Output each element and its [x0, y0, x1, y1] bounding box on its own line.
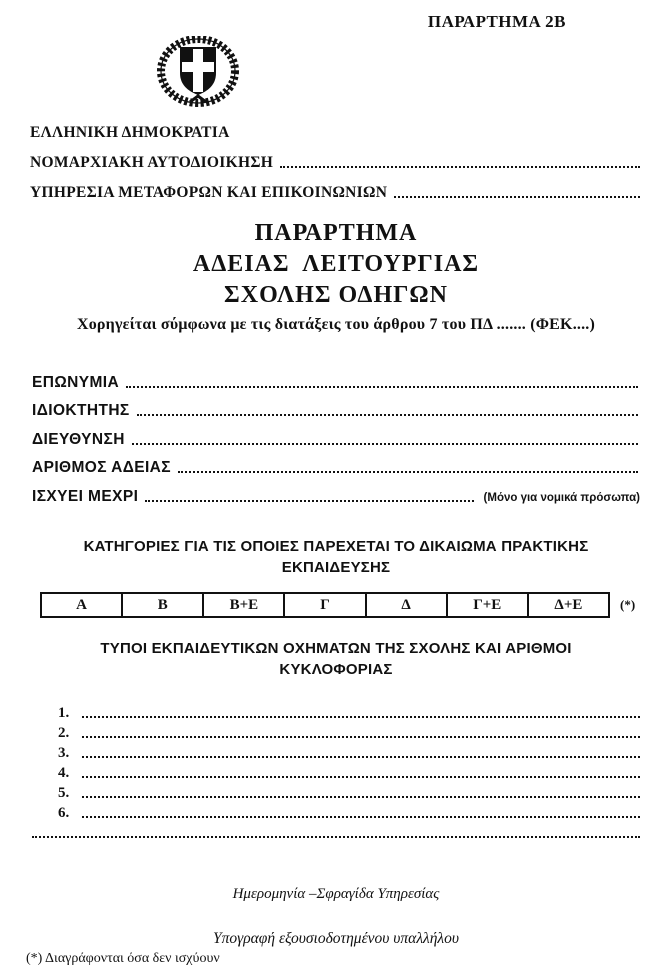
- list-item-number: 6.: [58, 804, 70, 821]
- list-item: [58, 722, 640, 742]
- letterhead: [0, 108, 672, 202]
- form-fields: [32, 363, 640, 506]
- categories-table-row: [40, 592, 642, 618]
- list-item-number: 4.: [58, 764, 70, 781]
- title-line-1: ΠΑΡΑΡΤΗΜΑ: [254, 220, 418, 246]
- list-item: [58, 742, 640, 762]
- letterhead-republic-text: ΕΛΛΗΝΙΚΗ ΔΗΜΟΚΡΑΤΙΑ: [30, 124, 230, 141]
- letterhead-prefecture-text: ΝΟΜΑΡΧΙΑΚΗ ΑΥΤΟΔΙΟΙΚΗΣΗ: [30, 154, 274, 171]
- asterisk-footnote: (*) Διαγράφονται όσα δεν ισχύουν: [26, 950, 220, 966]
- letterhead-line-republic: [30, 112, 642, 142]
- vehicle-types-heading: ΤΥΠΟΙ ΕΚΠΑΙΔΕΥΤΙΚΩΝ ΟΧΗΜΑΤΩΝ ΤΗΣ ΣΧΟΛΗΣ ΚΑΙ ΑΡΙΘΜΟΙ ΚΥΚΛΟΦΟΡΙΑΣ: [100, 639, 572, 678]
- list-item: [58, 802, 640, 822]
- categories-heading: ΚΑΤΗΓΟΡΙΕΣ ΓΙΑ ΤΙΣ ΟΠΟΙΕΣ ΠΑΡΕΧΕΤΑΙ ΤΟ ΔΙΚΑΙΩΜΑ ΠΡΑΚΤΙΚΗΣ ΕΚΠΑΙΔΕΥΣΗΣ: [83, 537, 589, 576]
- field-label: ΕΠΩΝΥΜΙΑ: [32, 373, 120, 391]
- field-row-valid-until: [32, 477, 640, 506]
- greek-republic-emblem-icon: [142, 36, 254, 108]
- dotted-leader: [126, 386, 638, 388]
- document-title: [0, 218, 672, 311]
- dotted-leader: [145, 500, 473, 502]
- dotted-leader: [82, 776, 640, 778]
- field-row-owner: [32, 392, 640, 421]
- dotted-leader: [82, 816, 640, 818]
- vehicle-list: [58, 702, 640, 842]
- dotted-leader: [82, 756, 640, 758]
- appendix-corner-label: ΠΑΡΑΡΤΗΜΑ 2Β: [427, 12, 566, 31]
- list-item: [58, 762, 640, 782]
- dotted-leader: [132, 443, 638, 445]
- field-row-licence-number: [32, 449, 640, 478]
- list-item-number: 5.: [58, 784, 70, 801]
- dotted-leader: [82, 796, 640, 798]
- category-cell-d: Δ: [367, 594, 448, 616]
- dotted-leader: [394, 196, 640, 198]
- table-footnote-marker: (*): [620, 596, 636, 612]
- list-item: [58, 702, 640, 722]
- legal-persons-note: (Μόνο για νομικά πρόσωπα): [483, 491, 640, 504]
- dotted-leader: [280, 166, 640, 168]
- category-cell-de: Δ+Ε: [554, 596, 583, 613]
- categories-table: [40, 592, 610, 618]
- list-item-number: 2.: [58, 724, 70, 741]
- date-stamp-label: Ημερομηνία –Σφραγίδα Υπηρεσίας: [232, 885, 440, 902]
- field-row-address: [32, 420, 640, 449]
- letterhead-line-service: [30, 172, 642, 202]
- extra-dotted-line: [32, 822, 640, 842]
- field-label: ΙΔΙΟΚΤΗΤΗΣ: [32, 402, 130, 419]
- category-cell-c: Γ: [285, 594, 366, 616]
- list-item-number: 3.: [58, 744, 70, 761]
- title-line-2: ΑΔΕΙΑΣ ΛΕΙΤΟΥΡΓΙΑΣ: [192, 251, 480, 277]
- dotted-leader: [32, 836, 640, 838]
- title-subtitle: Χορηγείται σύμφωνα με τις διατάξεις του άρθρου 7 του ΠΔ ....... (ΦΕΚ....): [76, 316, 596, 333]
- category-cell-a: Α: [42, 594, 123, 616]
- dotted-leader: [82, 736, 640, 738]
- title-line-3: ΣΧΟΛΗΣ ΟΔΗΓΩΝ: [224, 282, 448, 308]
- field-label: ΙΣΧΥΕΙ ΜΕΧΡΙ: [32, 487, 139, 505]
- category-cell-be: Β+Ε: [204, 594, 285, 616]
- dotted-leader: [178, 471, 638, 473]
- category-cell-b: Β: [123, 594, 204, 616]
- field-label: ΑΡΙΘΜΟΣ ΑΔΕΙΑΣ: [32, 459, 171, 476]
- letterhead-line-prefecture: [30, 142, 642, 172]
- field-row-company-name: [32, 363, 640, 392]
- dotted-leader: [137, 414, 638, 416]
- list-item: [58, 782, 640, 802]
- list-item-number: 1.: [58, 704, 70, 721]
- dotted-leader: [82, 716, 640, 718]
- field-label: ΔΙΕΥΘΥΝΣΗ: [32, 430, 125, 448]
- signature-label: Υπογραφή εξουσιοδοτημένου υπαλλήλου: [212, 929, 460, 947]
- letterhead-service-text: ΥΠΗΡΕΣΙΑ ΜΕΤΑΦΟΡΩΝ ΚΑΙ ΕΠΙΚΟΙΝΩΝΙΩΝ: [30, 184, 388, 201]
- category-cell-ce: Γ+Ε: [448, 594, 529, 616]
